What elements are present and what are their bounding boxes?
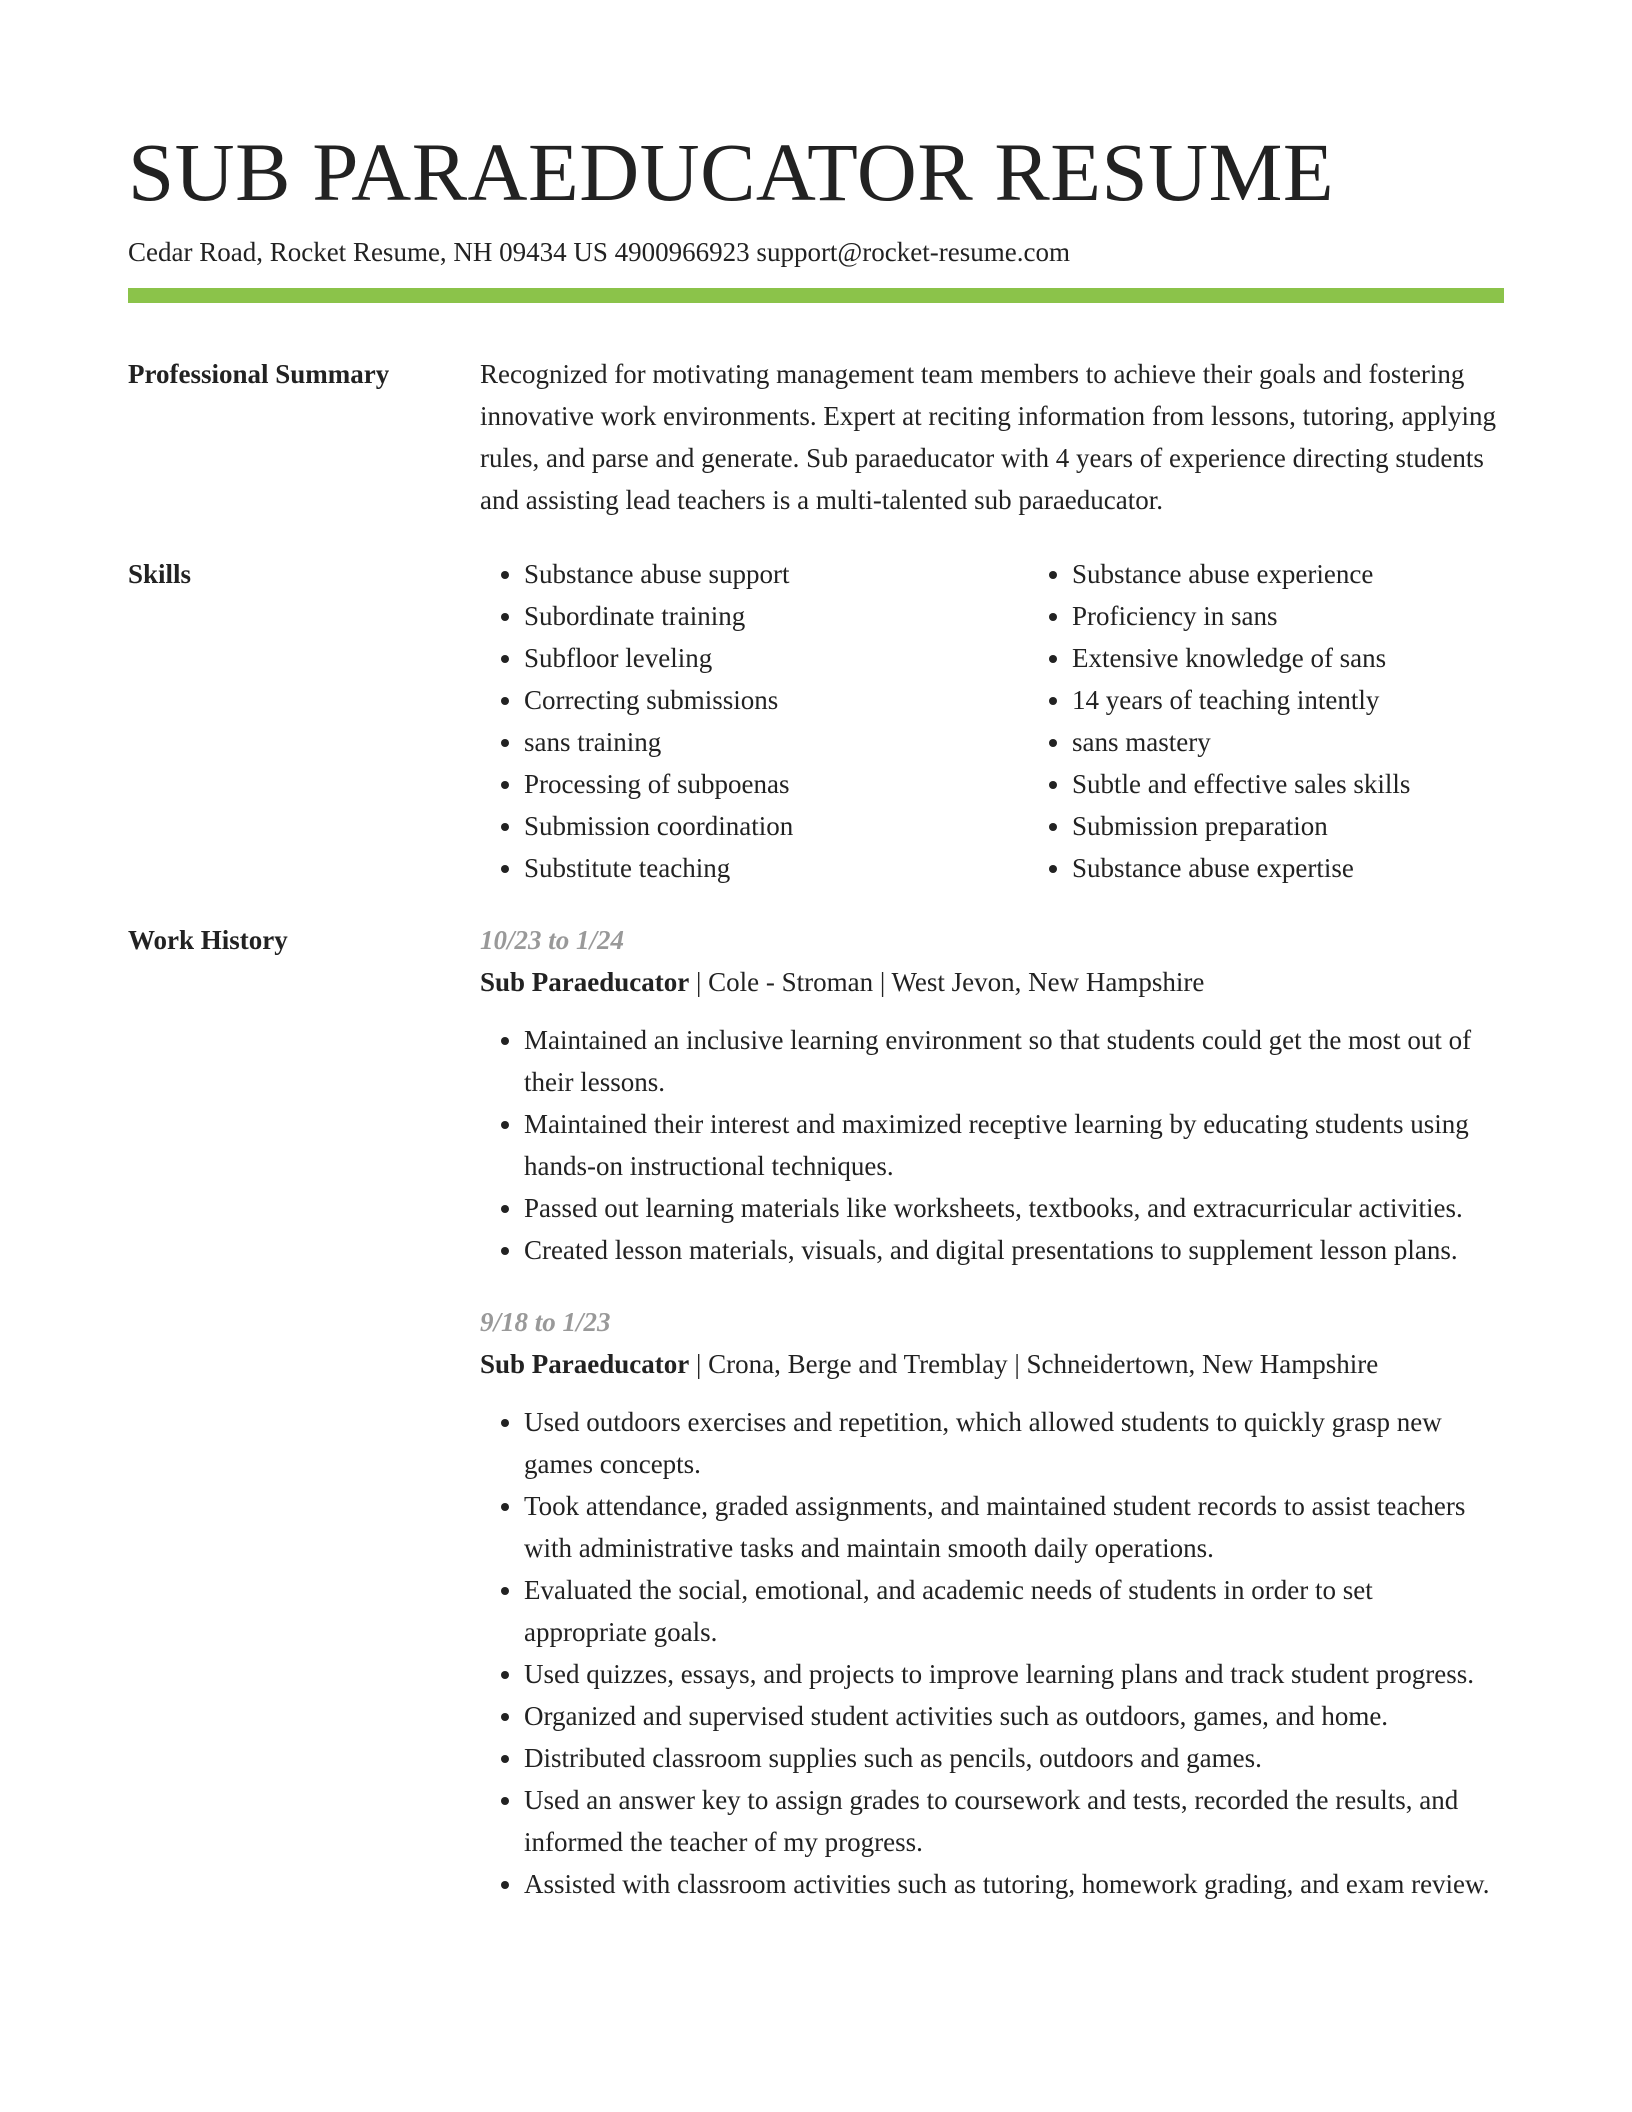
job-bullet: • Used outdoors exercises and repetition, which allowed students to quickly grasp new games concepts. [524,1401,1504,1485]
skill-item: • Substance abuse support [524,553,1028,595]
section-label-professional-summary: Professional Summary [128,359,390,389]
job-bullet: • Took attendance, graded assignments, and maintained student records to assist teachers with administrative tasks and maintain smooth daily operations. [524,1485,1504,1569]
job-bullet: • Distributed classroom supplies such as pencils, outdoors and games. [524,1737,1504,1779]
job-heading [480,1343,1504,1385]
section-label-work-history: Work History [128,925,288,955]
skill-item: • 14 years of teaching intently [1072,679,1504,721]
skill-item: • Substitute teaching [524,847,1028,889]
job-bullet-list [480,1019,1504,1271]
skills-column-2 [1028,553,1504,889]
job-details: | Crona, Berge and Tremblay | Schneidertown, New Hampshire [689,1349,1379,1379]
job-entry [480,1301,1504,1905]
job-bullet: • Used an answer key to assign grades to coursework and tests, recorded the results, and informed the teacher of my progress. [524,1779,1504,1863]
skills-column-1 [480,553,1028,889]
job-dates: 9/18 to 1/23 [480,1307,611,1337]
job-bullet: • Maintained an inclusive learning environment so that students could get the most out of their lessons. [524,1019,1504,1103]
skill-item: • sans training [524,721,1028,763]
section-label-skills: Skills [128,559,192,589]
contact-line: Cedar Road, Rocket Resume, NH 09434 US 4900966923 support@rocket-resume.com [128,237,1070,267]
job-entry [480,919,1504,1271]
skill-item: • Proficiency in sans [1072,595,1504,637]
header-divider [128,288,1504,303]
skill-item: • Extensive knowledge of sans [1072,637,1504,679]
job-details: | Cole - Stroman | West Jevon, New Hampshire [689,967,1205,997]
job-bullet: • Evaluated the social, emotional, and academic needs of students in order to set appropriate goals. [524,1569,1504,1653]
skill-item: • sans mastery [1072,721,1504,763]
professional-summary-section [128,353,1504,521]
job-dates: 10/23 to 1/24 [480,925,625,955]
work-history-section [128,919,1504,1905]
skills-columns [480,553,1504,889]
skill-item: • Substance abuse experience [1072,553,1504,595]
resume-title: SUB PARAEDUCATOR RESUME [128,126,1335,218]
job-bullet: • Used quizzes, essays, and projects to improve learning plans and track student progress. [524,1653,1504,1695]
skills-section [128,553,1504,889]
job-bullet: • Created lesson materials, visuals, and digital presentations to supplement lesson plans. [524,1229,1504,1271]
skill-item: • Processing of subpoenas [524,763,1028,805]
summary-text: Recognized for motivating management team members to achieve their goals and fostering innovative work environments. Expert at reciting information from lessons, tutoring, applying rules, and parse and generate. Sub paraeducator with 4 years of experience directing students and assisting lead teachers is a multi-talented sub paraeducator. [480,359,1497,515]
skill-item: • Submission preparation [1072,805,1504,847]
job-bullet: • Passed out learning materials like worksheets, textbooks, and extracurricular activities. [524,1187,1504,1229]
job-bullet: • Assisted with classroom activities such as tutoring, homework grading, and exam review. [524,1863,1504,1905]
job-bullet: • Organized and supervised student activities such as outdoors, games, and home. [524,1695,1504,1737]
work-history-body [480,919,1504,1905]
skill-item: • Submission coordination [524,805,1028,847]
resume-page [128,0,1504,1905]
skill-item: • Subfloor leveling [524,637,1028,679]
skill-item: • Subordinate training [524,595,1028,637]
job-bullet: • Maintained their interest and maximized receptive learning by educating students using hands-on instructional techniques. [524,1103,1504,1187]
skill-item: • Subtle and effective sales skills [1072,763,1504,805]
job-heading [480,961,1504,1003]
summary-body [480,353,1504,521]
job-title: Sub Paraeducator [480,1349,690,1379]
job-bullet-list [480,1401,1504,1905]
skill-item: • Correcting submissions [524,679,1028,721]
job-title: Sub Paraeducator [480,967,690,997]
skill-item: • Substance abuse expertise [1072,847,1504,889]
